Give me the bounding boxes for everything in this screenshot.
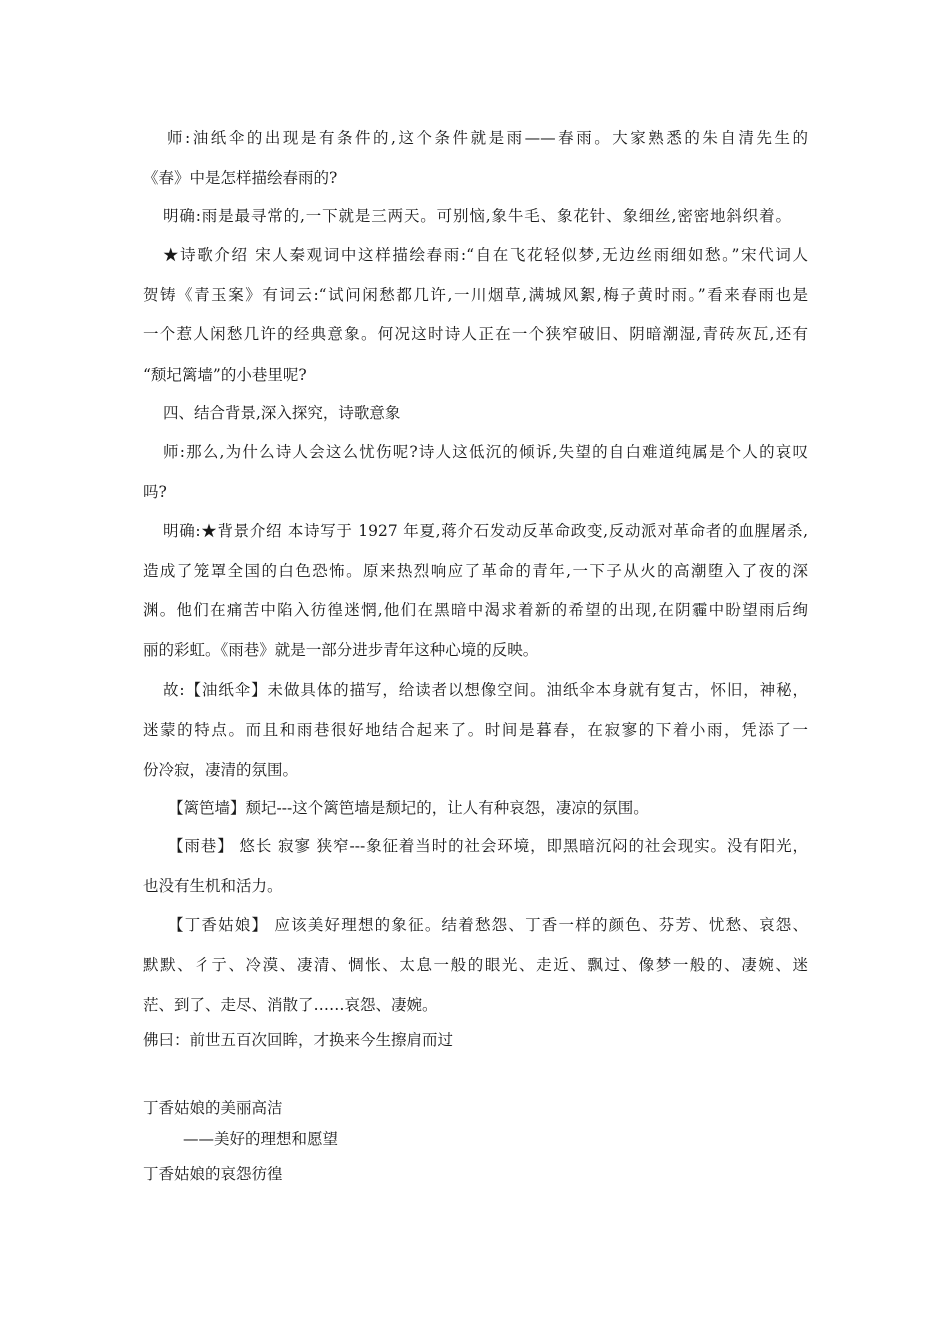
summary-heading: 丁香姑娘的美丽高洁 (143, 1099, 283, 1117)
paragraph-line: 渊。他们在痛苦中陷入彷徨迷惘,他们在黑暗中渴求着新的希望的出现,在阴霾中盼望雨后绚 (143, 601, 808, 619)
paragraph-line: 明确:雨是最寻常的,一下就是三两天。可别恼,象牛毛、象花针、象细丝,密密地斜织着。 (163, 207, 791, 225)
paragraph-line: 【雨巷】 悠长 寂寥 狭窄---象征着当时的社会环境，即黑暗沉闷的社会现实。没有阳光， (168, 837, 808, 855)
paragraph-line: 吗? (143, 483, 167, 501)
summary-subline: ——美好的理想和愿望 (183, 1130, 339, 1148)
paragraph-line: 迷蒙的特点。而且和雨巷很好地结合起来了。时间是暮春，在寂寥的下着小雨，凭添了一 (143, 721, 808, 739)
summary-heading: 丁香姑娘的哀怨彷徨 (143, 1165, 283, 1183)
paragraph-line: 也没有生机和活力。 (143, 877, 283, 895)
paragraph-line: 明确:★背景介绍 本诗写于 1927 年夏,蒋介石发动反革命政变,反动派对革命者的血腥屠杀, (163, 522, 808, 540)
paragraph-line: 师:那么,为什么诗人会这么忧伤呢?诗人这低沉的倾诉,失望的自白难道纯属是个人的哀叹 (163, 443, 808, 461)
paragraph-line: 一个惹人闲愁几许的经典意象。何况这时诗人正在一个狭窄破旧、阴暗潮湿,青砖灰瓦,还有 (143, 325, 808, 343)
paragraph-line: 师:油纸伞的出现是有条件的,这个条件就是雨——春雨。大家熟悉的朱自清先生的 (167, 129, 808, 147)
paragraph-line: 丽的彩虹。《雨巷》就是一部分进步青年这种心境的反映。 (143, 641, 539, 659)
paragraph-line: 故:【油纸伞】未做具体的描写，给读者以想像空间。油纸伞本身就有复古，怀旧，神秘， (163, 681, 808, 699)
paragraph-line: 【丁香姑娘】 应该美好理想的象征。结着愁怨、丁香一样的颜色、芬芳、忧愁、哀怨、 (168, 916, 808, 934)
paragraph-line: 贺铸《青玉案》有词云:“试问闲愁都几许,一川烟草,满城风絮,梅子黄时雨。”看来春雨也是 (143, 286, 808, 304)
paragraph-line: 【篱笆墙】颓圮---这个篱笆墙是颓圮的，让人有种哀怨，凄凉的氛围。 (168, 799, 649, 817)
paragraph-line: 默默、彳亍、冷漠、凄清、惆怅、太息一般的眼光、走近、飘过、像梦一般的、凄婉、迷 (143, 956, 808, 974)
paragraph-line: 《春》中是怎样描绘春雨的? (143, 169, 338, 187)
paragraph-line: ★诗歌介绍 宋人秦观词中这样描绘春雨:“自在飞花轻似梦,无边丝雨细如愁。”宋代词人 (163, 246, 808, 264)
paragraph-line: “颓圮篱墙”的小巷里呢? (143, 366, 307, 384)
paragraph-line: 造成了笼罩全国的白色恐怖。原来热烈响应了革命的青年,一下子从火的高潮堕入了夜的深 (143, 562, 808, 580)
paragraph-line: 茫、到了、走尽、消散了……哀怨、凄婉。 (143, 996, 438, 1014)
quote-line: 佛曰：前世五百次回眸，才换来今生擦肩而过 (143, 1031, 454, 1049)
section-heading: 四、结合背景,深入探究，诗歌意象 (163, 404, 401, 422)
paragraph-line: 份冷寂，凄清的氛围。 (143, 761, 299, 779)
